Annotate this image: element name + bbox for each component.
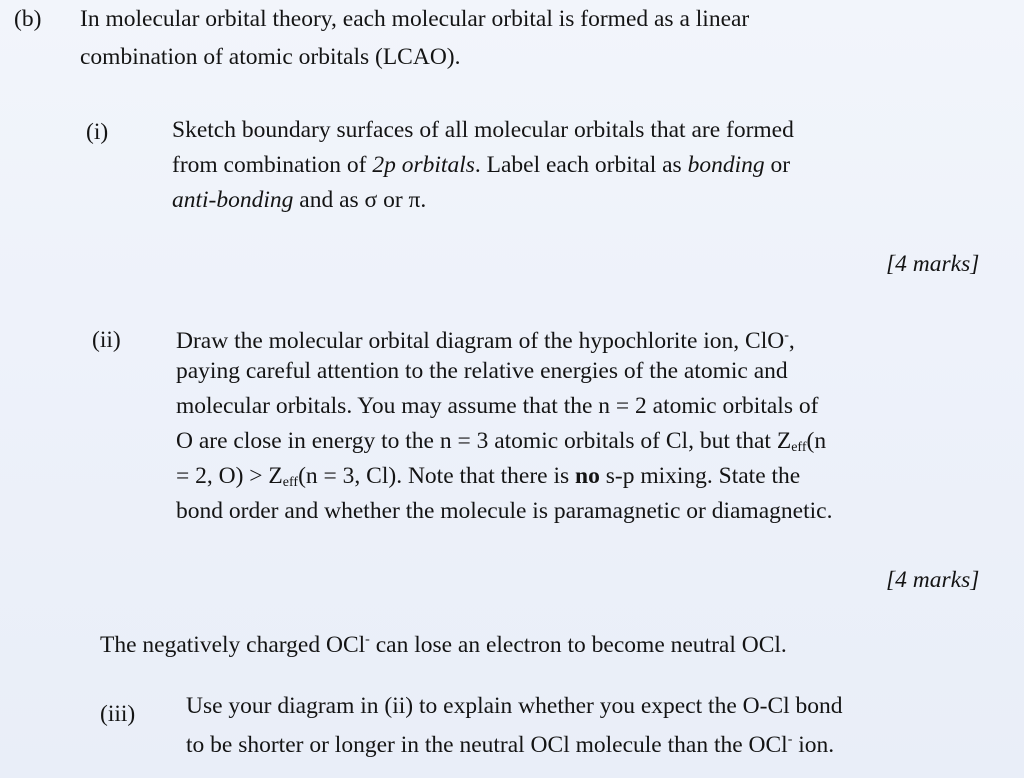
part-i-anti-bonding: anti-bonding: [172, 187, 294, 213]
part-ii-line-1-text-b: ,: [788, 328, 795, 354]
statement-line: [100, 623, 787, 662]
statement-text-b: can lose an electron to become neutral OCl.: [369, 632, 787, 658]
part-iii-charge-sup: -: [787, 732, 793, 747]
part-b-label: (b): [14, 6, 42, 32]
part-ii-zeff-sub-2: eff: [282, 475, 299, 490]
part-iii-line-2-text-b: ion.: [792, 732, 835, 758]
part-ii-label: (ii): [92, 327, 121, 353]
part-i-line-3: [172, 183, 426, 217]
part-ii-line-1-text-a: Draw the molecular orbital diagram of the hypochlorite ion, ClO: [176, 328, 785, 354]
part-ii-charge-sup: -: [784, 328, 789, 343]
part-iii-line-1: Use your diagram in (ii) to explain whether you expect the O-Cl bond: [186, 693, 843, 719]
part-ii-line-5-text-a: = 2, O) > Z: [176, 463, 283, 489]
part-ii-line-2: paying careful attention to the relative energies of the atomic and: [176, 358, 788, 384]
part-ii-line-4-text-a: O are close in energy to the n = 3 atomic orbitals of Cl, but that Z: [176, 428, 792, 454]
part-ii-line-5-text-b: (n = 3, Cl). Note that there is: [298, 463, 576, 489]
part-ii-zeff-sub-1: eff: [791, 440, 807, 455]
statement-charge-sup: -: [365, 632, 370, 647]
part-ii-marks: [4 marks]: [886, 567, 980, 593]
part-ii-line-6: bond order and whether the molecule is paramagnetic or diamagnetic.: [176, 498, 833, 524]
part-ii-line-4-text-b: (n: [806, 428, 827, 454]
part-i-line-1: Sketch boundary surfaces of all molecular orbitals that are formed: [172, 117, 794, 143]
part-ii-line-5-text-c: s-p mixing. State the: [599, 463, 801, 489]
part-i-line-2: [172, 148, 790, 182]
part-i-line-2-text-a: from combination of: [172, 152, 373, 178]
part-iii-line-2: [186, 723, 834, 762]
part-b-line-2: combination of atomic orbitals (LCAO).: [80, 44, 461, 70]
part-b-line-1: In molecular orbital theory, each molecular orbital is formed as a linear: [80, 6, 750, 32]
part-i-line-3-text: and as σ or π.: [293, 187, 427, 213]
part-iii-line-2-text-a: to be shorter or longer in the neutral OCl molecule than the OCl: [186, 732, 788, 758]
part-i-bonding: bonding: [687, 152, 765, 178]
part-i-2p-orbitals: 2p orbitals: [372, 152, 475, 178]
part-ii-no-bold: no: [575, 463, 600, 489]
part-ii-line-1: [176, 319, 795, 358]
part-ii-line-3: molecular orbitals. You may assume that the n = 2 atomic orbitals of: [176, 393, 819, 419]
statement-text-a: The negatively charged OCl: [100, 632, 366, 658]
part-iii-label: (iii): [100, 701, 136, 727]
part-i-marks: [4 marks]: [886, 251, 980, 277]
part-i-line-2-text-b: . Label each orbital as: [474, 152, 688, 178]
part-i-label: (i): [86, 119, 109, 145]
part-i-line-2-text-c: or: [764, 152, 791, 178]
